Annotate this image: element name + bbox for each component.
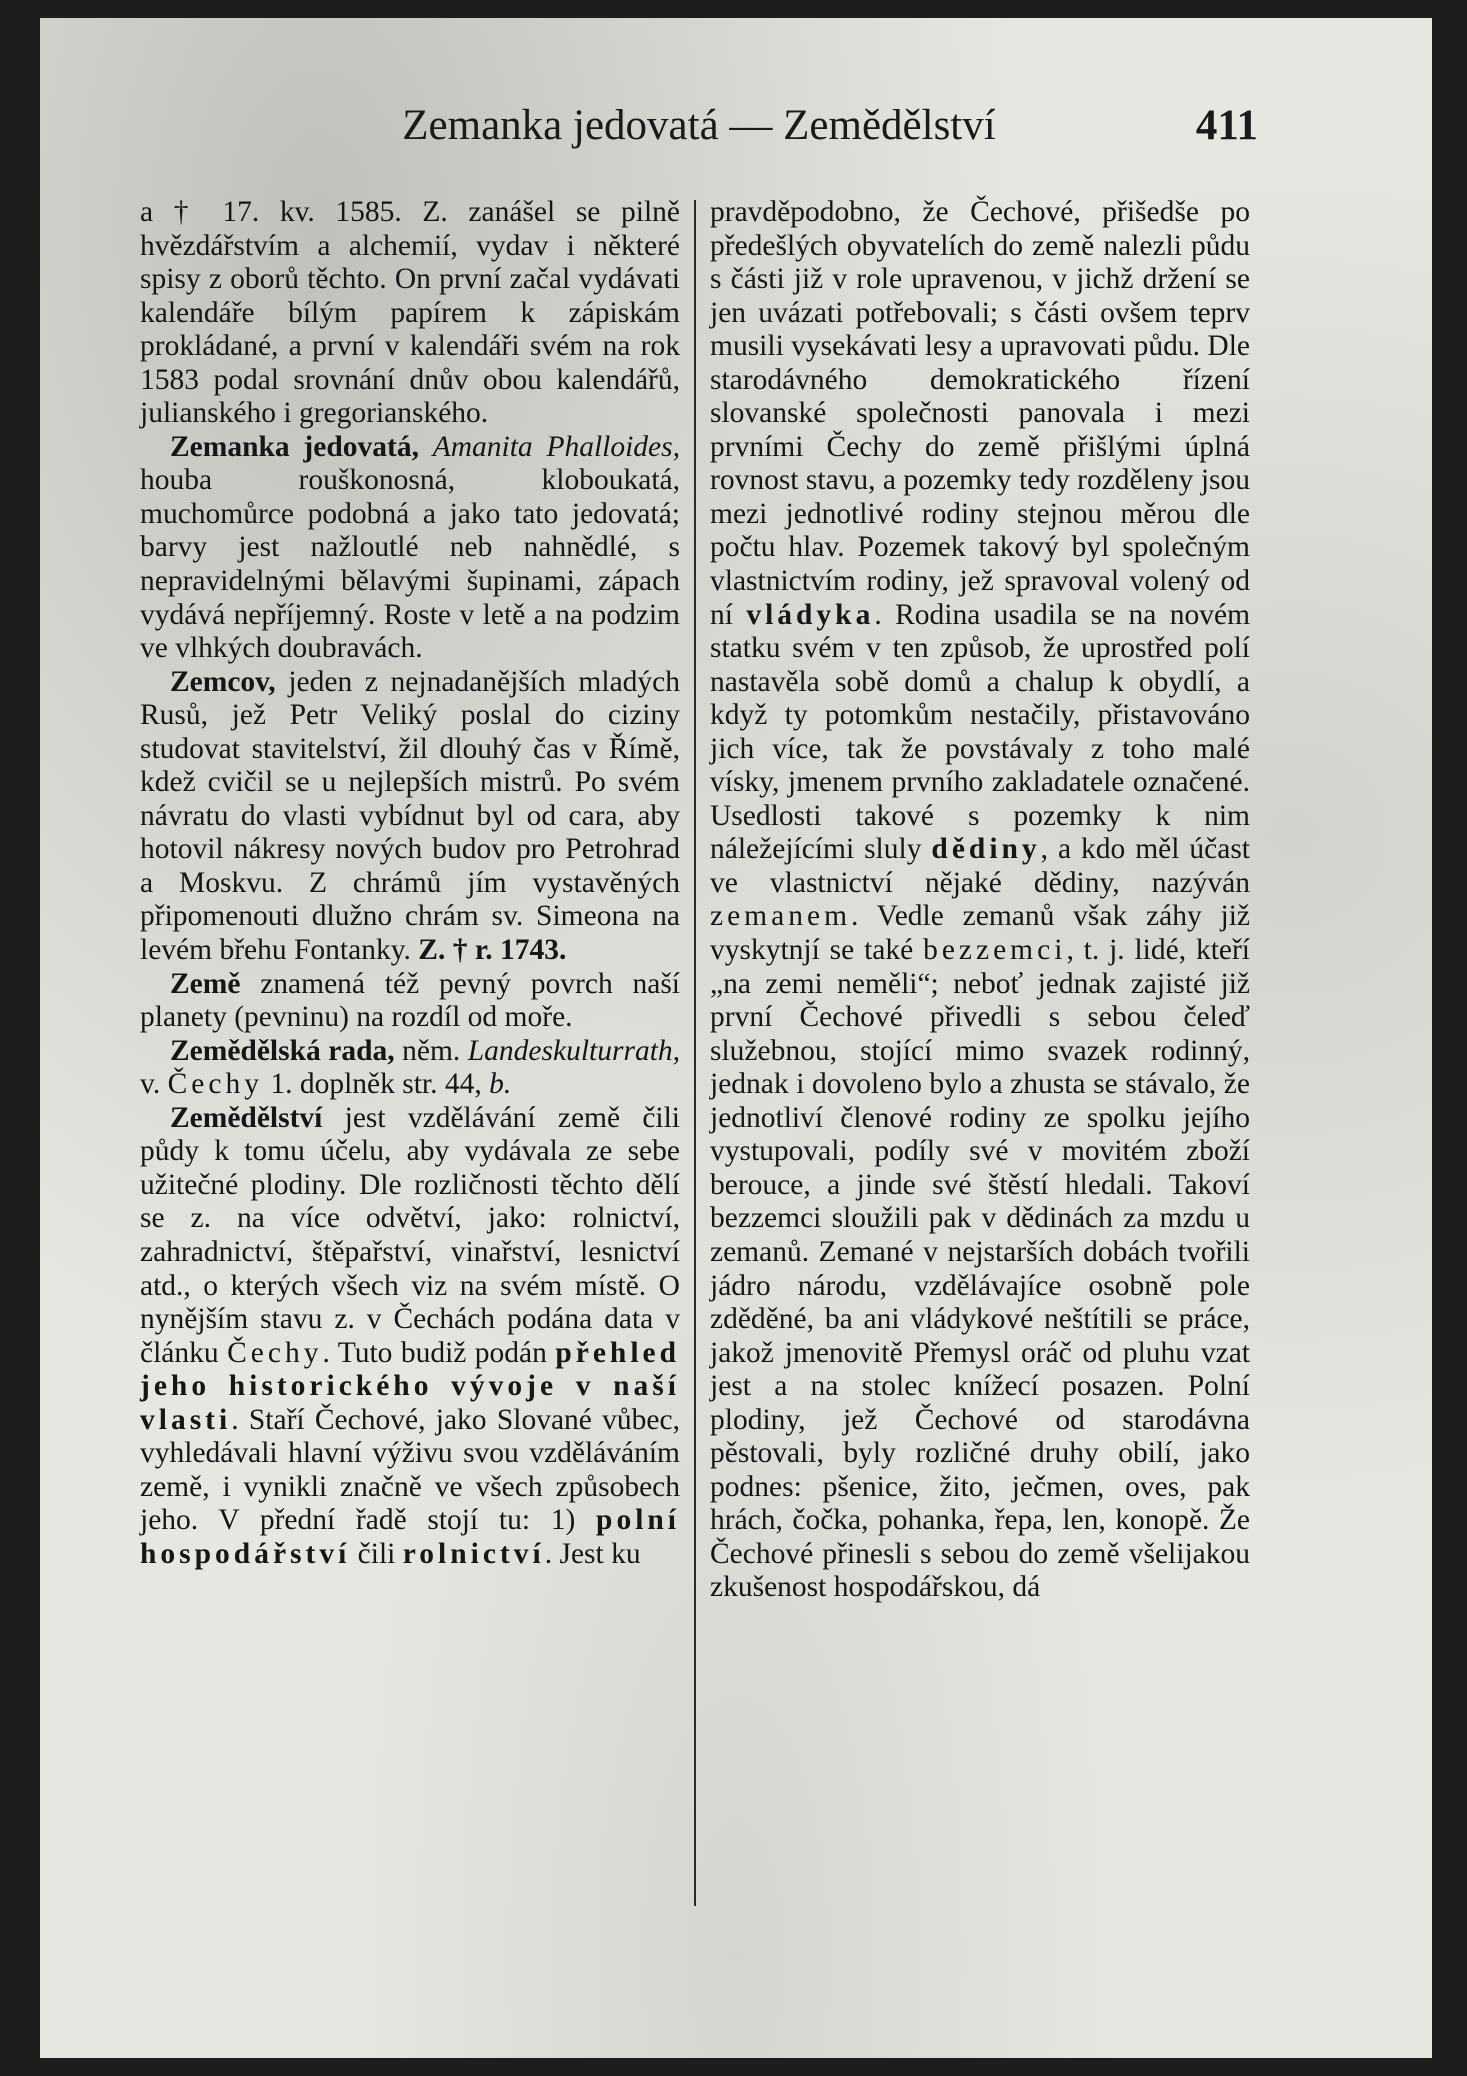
spaced-emphasis: polní hospodářství	[140, 1504, 681, 1570]
latin-name: Amanita Phalloides,	[432, 430, 681, 463]
entry-text: jeden z nejnadanějších mladých Rusů, jež Petr Veliký poslal do ciziny studovat stavitelství, žil dlouhý čas v Římě, kdež cvičil se u nejlepších mistrů. Po svém návratu do vlasti vybídnut byl od cara, aby hotovil nákresy nových budov pro Petrohrad a Moskvu. Z chrámů jím vystavěných připomenouti dlužno chrám sv. Simeona na levém břehu Fontanky.	[140, 665, 681, 967]
entry-text: . Jest ku	[544, 1537, 641, 1570]
spaced-emphasis: zemanem	[710, 900, 852, 933]
entry-term: Zemědělství	[170, 1101, 323, 1134]
entry-text: . Staří Čechové, jako Slované vůbec, vyhledávali hlavní výživu svou vzděláváním země, i vynikli značně ve všech způsobech jeho. V přední řadě stojí tu: 1)	[140, 1403, 680, 1537]
entry-zemedelstvi	[140, 1102, 680, 1572]
cross-reference: Čechy	[227, 1336, 323, 1369]
entry-text: čili	[357, 1537, 396, 1570]
spaced-emphasis: rolnictví	[402, 1537, 545, 1570]
entry-text: 1. doplněk str. 44,	[270, 1068, 482, 1101]
paragraph-text: a † 17. kv. 1585. Z. zanášel se pilně hvězdářstvím a alchemií, vydav i některé spisy z oborů těchto. On první začal vydávati kalendáře bílým papírem k zápiskám prokládané, a první v kalendáři svém na rok 1583 podal srovnání dnův obou kalendářů, julianského i gregorianského.	[140, 196, 680, 430]
entry-zemedelska-rada	[140, 1035, 680, 1102]
entry-zemcov	[140, 666, 680, 968]
paragraph-text: , t. j. lidé, kteří „na zemi neměli“; neboť jednak zajisté již první Čechové přivedli s sebou čeleď služebnou, stojící mimo svazek rodinný, jednak i dovoleno bylo a zhusta se stávalo, že jednotliví členové rodiny ze spolku jejího vystupovali, podíly své v movitém zboží berouce, a jinde své štěstí hledali. Takoví bezzemci sloužili pak v dědinách za mzdu u zemanů. Zemané v nejstarších dobách tvořili jádro národu, vzdělávajíce osobně pole zděděné, ba ani vládykové neštítili se práce, jakož jmenovitě Přemysl oráč od pluhu vzat jest a na stolec knížecí posazen. Polní plodiny, jež Čechové od starodávna pěstovali, byly rozličné druhy obilí, jako podnes: pšenice, žito, ječmen, oves, pak hrách, čočka, pohanka, řepa, len, konopě. Že Čechové přinesli s sebou do země všelijakou zkušenost hospodářskou, dá	[710, 934, 1250, 1604]
entry-text: jest vzdělávání země čili půdy k tomu účelu, aby vydávala ze sebe užitečné plodiny. Dle rozličnosti těchto dělí se z. na více odvětví, jako: rolnictví, zahradnictví, štěpařství, vinařství, lesnictví atd., o kterých všech viz na svém místě. O nynějším stavu z. v Čechách podána data v článku	[140, 1101, 681, 1369]
page-number: 411	[1195, 102, 1258, 149]
paragraph-text: . Rodina usadila se na novém statku svém v ten způsob, že uprostřed polí nastavěla sobě domů a chalup k obydlí, a když ty potomkům nestačily, přistavováno jich více, tak že povstávaly z toho malé vísky, jmenem prvního zakladatele označené. Usedlosti takové s pozemky k nim náležejícími sluly	[710, 598, 1251, 866]
entry-text: znamená též pevný povrch naší planety (pevninu) na rozdíl od moře.	[140, 967, 680, 1034]
paragraph-text: . Vedle zemanů však záhy již vyskytnjí se také	[710, 900, 1250, 967]
running-head: Zemanka jedovatá — Zemědělství	[402, 102, 996, 149]
right-column	[710, 196, 1250, 1916]
spaced-emphasis: dědiny	[931, 833, 1041, 866]
column-divider	[694, 200, 696, 1906]
entry-term: Zemědělská rada,	[170, 1034, 395, 1067]
spaced-emphasis: bezzemci	[923, 934, 1067, 967]
left-column	[140, 196, 680, 1916]
paragraph-continuation	[710, 196, 1250, 1605]
entry-zeme	[140, 968, 680, 1035]
page-header	[140, 96, 1258, 156]
death-note: Z. † r. 1743.	[418, 934, 567, 967]
paragraph-continuation	[140, 196, 680, 431]
entry-term: Země	[170, 967, 241, 1000]
cross-reference: Čechy	[167, 1068, 263, 1101]
entry-term: Zemcov,	[170, 665, 276, 698]
spaced-emphasis: vládyka	[746, 598, 875, 631]
entry-text: v.	[140, 1068, 161, 1101]
entry-text: něm.	[402, 1034, 461, 1067]
entry-zemanka-jedovata	[140, 431, 680, 666]
entry-text: . Tuto budiž podán	[322, 1336, 547, 1369]
reference-letter: b.	[489, 1068, 512, 1101]
paragraph-text: , a kdo měl účast ve vlastnictví nějaké dědiny, nazýván	[710, 833, 1250, 899]
entry-text: houba rouškonosná, kloboukatá, muchomůrce podobná a jako tato jedovatá; barvy jest nažloutlé neb nahnědlé, s nepravidelnými bělavými šupinami, zápach vydává nepříjemný. Roste v letě a na podzim ve vlhkých doubravách.	[140, 464, 680, 665]
spaced-emphasis: přehled jeho historického vývoje v naší vlasti	[140, 1336, 681, 1436]
german-name: Landeskulturrath,	[467, 1034, 681, 1067]
paragraph-text: pravděpodobno, že Čechové, přišedše po předešlých obyvatelích do země nalezli půdu s části již v role upravenou, v jichž držení se jen uvázati potřebovali; s části ovšem teprv musili vysekávati lesy a upravovati půdu. Dle starodávného demokratického řízení slovanské společnosti panovala i mezi prvními Čechy do země přišlými úplná rovnost stavu, a pozemky tedy rozděleny jsou mezi jednotlivé rodiny stejnou měrou dle počtu hlav. Pozemek takový byl společným vlastnictvím rodiny, jež spravoval volený od ní	[710, 196, 1250, 631]
entry-term: Zemanka jedovatá,	[170, 430, 419, 463]
